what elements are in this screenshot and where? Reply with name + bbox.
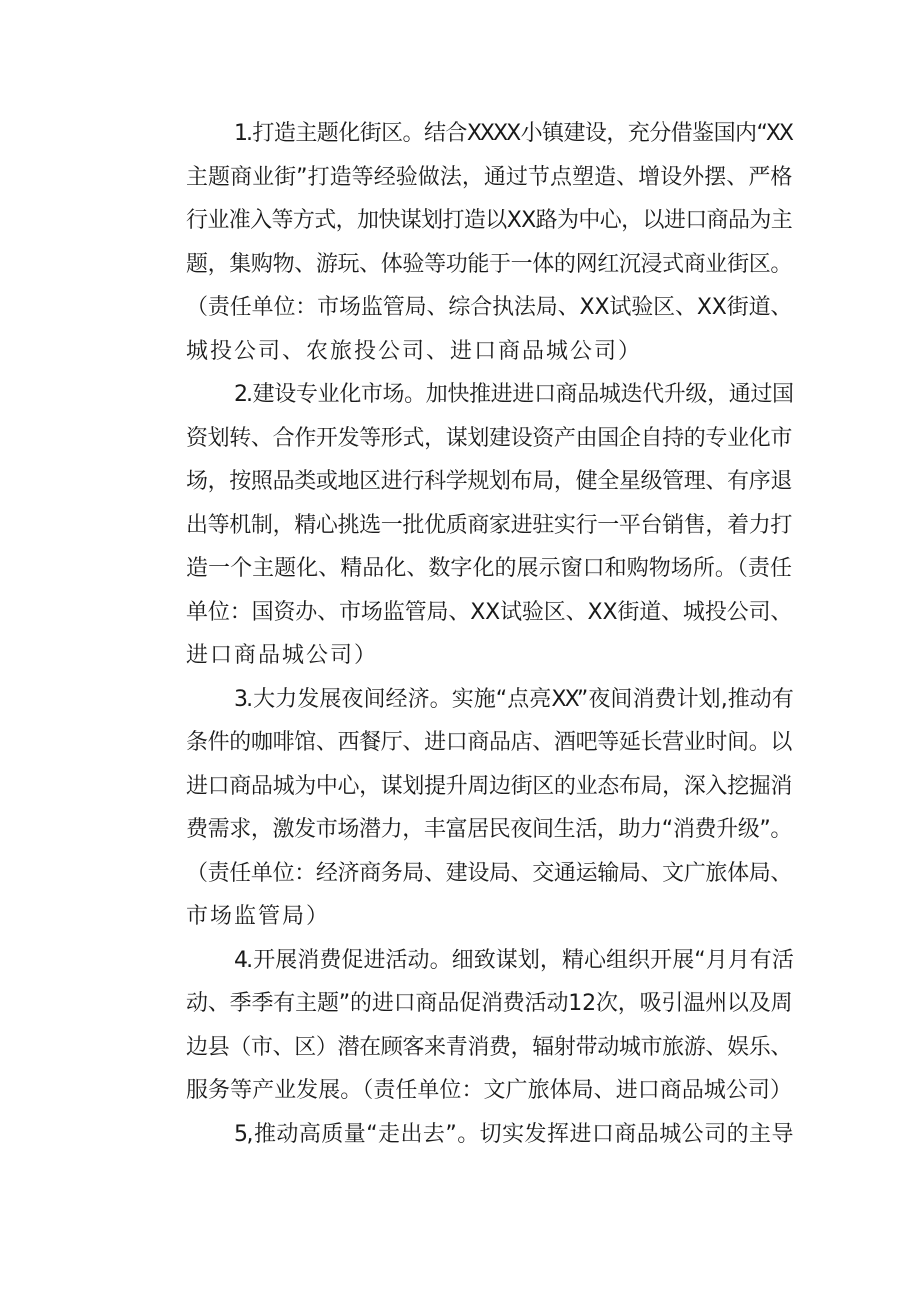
paragraph-line: 市场监管局） bbox=[186, 904, 331, 929]
document-body bbox=[138, 112, 792, 1156]
paragraph-line: 出等机制，精心挑选一批优质商家进驻实行一平台销售，着力打 bbox=[186, 512, 793, 538]
paragraph-line: 进口商品城公司） bbox=[186, 643, 379, 668]
paragraph-line: （责任单位：市场监管局、综合执法局、XX试验区、XX街道、 bbox=[186, 295, 793, 320]
paragraph-line: 4.开展消费促进活动。细致谋划，精心组织开展“月月有活 bbox=[234, 947, 792, 973]
paragraph-line: 造一个主题化、精品化、数字化的展示窗口和购物场所。（责任 bbox=[186, 556, 793, 581]
paragraph-line: 题，集购物、游玩、体验等功能于一体的网红沉浸式商业街区。 bbox=[186, 251, 793, 277]
paragraph-line: 条件的咖啡馆、西餐厅、进口商品店、酒吧等延长营业时间。以 bbox=[186, 730, 793, 755]
paragraph-line: 5,推动高质量“走出去”。切实发挥进口商品城公司的主导 bbox=[234, 1121, 792, 1147]
paragraph-line: 主题商业街”打造等经验做法，通过节点塑造、增设外摆、严格 bbox=[186, 164, 793, 190]
paragraph-4 bbox=[138, 939, 792, 1113]
paragraph-line: 进口商品城为中心，谋划提升周边街区的业态布局，深入挖掘消 bbox=[186, 773, 793, 799]
paragraph-1 bbox=[138, 112, 792, 373]
paragraph-line: 1.打造主题化街区。结合XXXX小镇建设，充分借鉴国内“XX bbox=[234, 121, 792, 146]
paragraph-line: 资划转、合作开发等形式，谋划建设资产由国企自持的专业化市 bbox=[186, 425, 793, 451]
paragraph-2 bbox=[138, 373, 792, 678]
paragraph-line: 2.建设专业化市场。加快推进进口商品城迭代升级，通过国 bbox=[234, 382, 792, 407]
paragraph-line: 费需求，激发市场潜力，丰富居民夜间生活，助力“消费升级”。 bbox=[186, 817, 792, 842]
paragraph-3 bbox=[138, 678, 792, 939]
paragraph-line: 单位：国资办、市场监管局、XX试验区、XX街道、城投公司、 bbox=[186, 599, 793, 625]
paragraph-line: 动、季季有主题”的进口商品促消费活动12次，吸引温州以及周 bbox=[186, 991, 793, 1016]
paragraph-line: 城投公司、农旅投公司、进口商品城公司） bbox=[186, 338, 643, 364]
paragraph-line: 行业准入等方式，加快谋划打造以XX路为中心，以进口商品为主 bbox=[186, 208, 793, 233]
paragraph-line: 场，按照品类或地区进行科学规划布局，健全星级管理、有序退 bbox=[186, 469, 793, 494]
paragraph-line: 服务等产业发展。（责任单位：文广旅体局、进口商品城公司） bbox=[186, 1078, 793, 1103]
paragraph-line: 3.大力发展夜间经济。实施“点亮XX”夜间消费计划,推动有 bbox=[234, 686, 792, 712]
paragraph-line: （责任单位：经济商务局、建设局、交通运输局、文广旅体局、 bbox=[186, 860, 793, 886]
paragraph-line: 边县（市、区）潜在顾客来青消费，辐射带动城市旅游、娱乐、 bbox=[186, 1034, 793, 1060]
paragraph-5 bbox=[138, 1113, 792, 1157]
